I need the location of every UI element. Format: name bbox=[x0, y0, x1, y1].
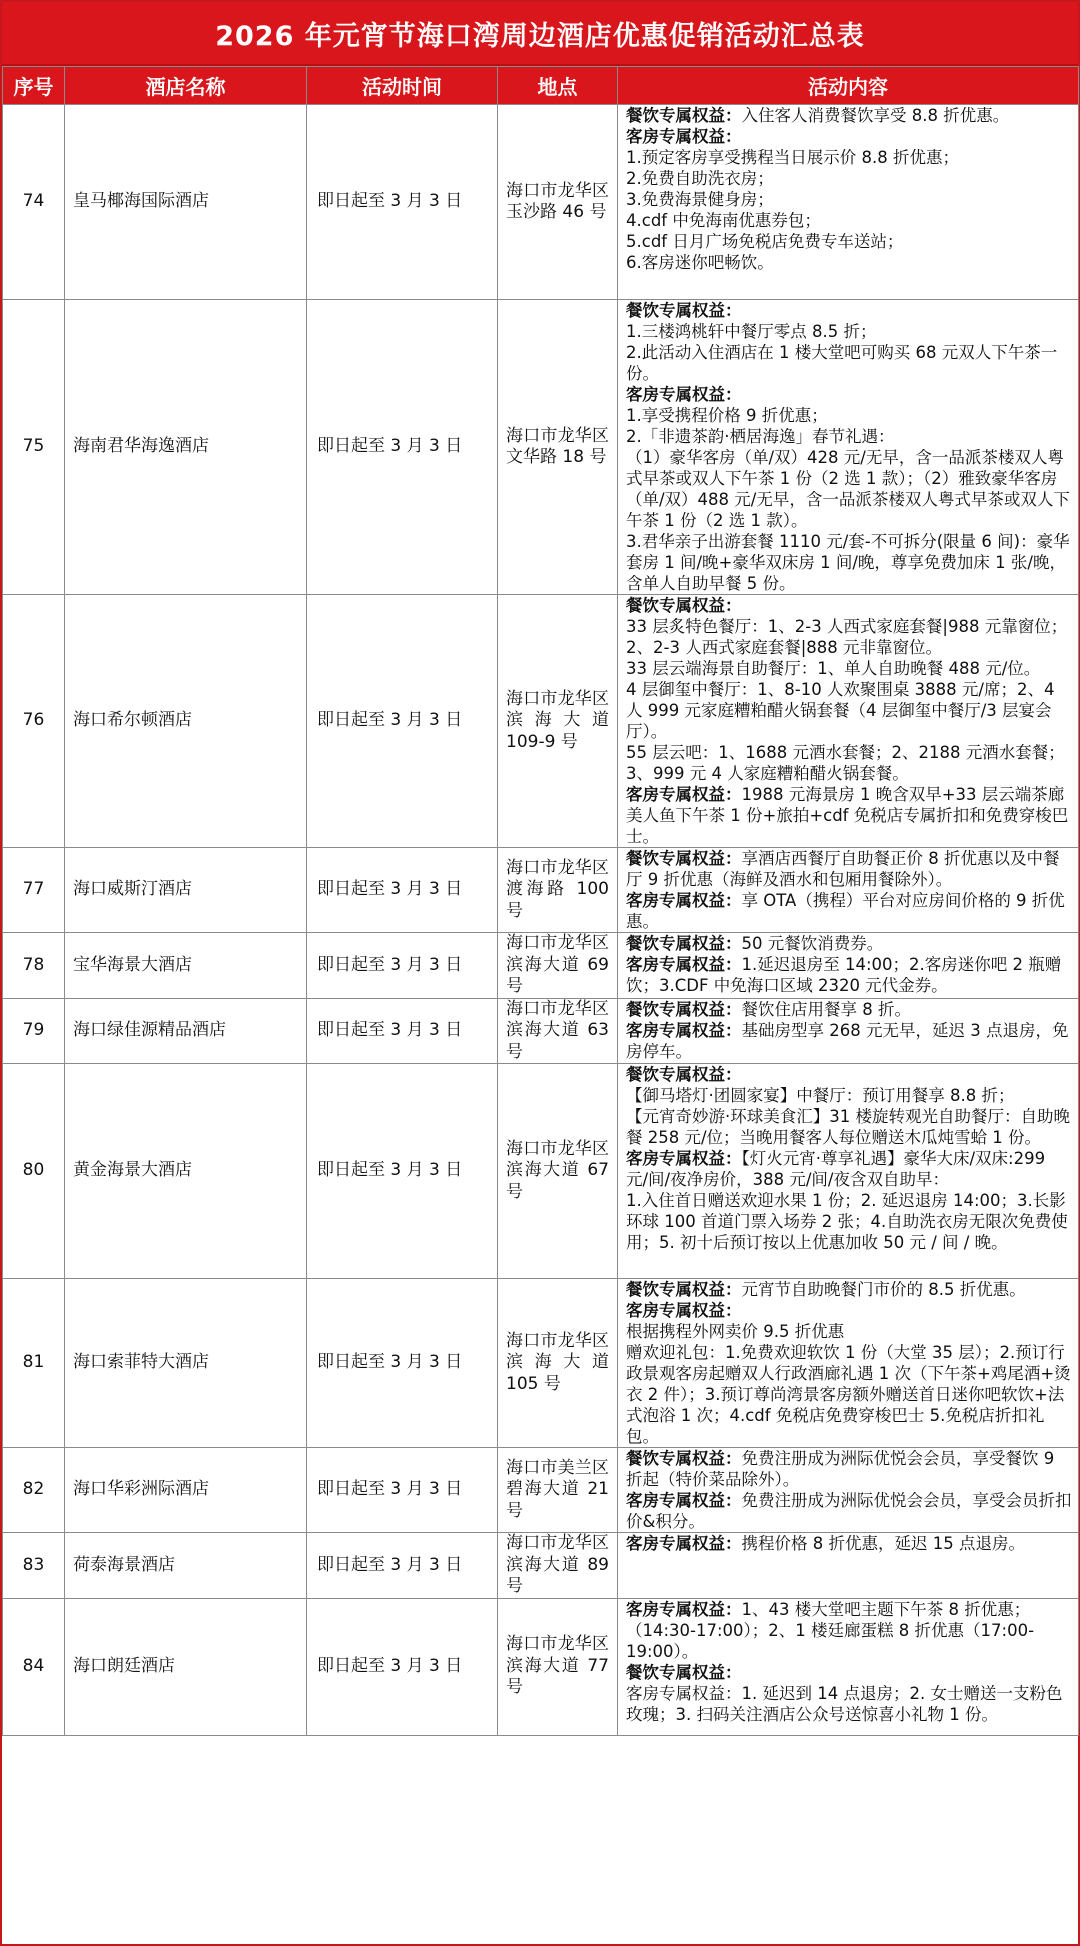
hotel-name: 海口华彩洲际酒店 bbox=[65, 1448, 307, 1533]
row-number: 84 bbox=[3, 1598, 65, 1735]
benefit-text: 元宵节自助晚餐门市价的 8.5 折优惠。 bbox=[741, 1280, 1026, 1299]
benefit-text: 1.延迟退房至 14:00；2.客房迷你吧 2 瓶赠饮；3.CDF 中免海口区域 2320 元代金券。 bbox=[626, 955, 1062, 995]
benefit-text: 1.预定客房享受携程当日展示价 8.8 折优惠； bbox=[626, 148, 959, 167]
hotel-location: 海口市龙华区滨海大道 105 号 bbox=[498, 1279, 618, 1448]
benefit-label: 餐饮专属权益： bbox=[626, 1449, 742, 1468]
benefit-text: 2.「非遗茶韵·栖居海逸」春节礼遇： bbox=[626, 427, 895, 446]
header-no: 序号 bbox=[3, 67, 65, 105]
hotel-name: 皇马椰海国际酒店 bbox=[65, 105, 307, 300]
hotel-name: 海南君华海逸酒店 bbox=[65, 300, 307, 595]
content-line bbox=[626, 252, 1072, 273]
activity-content bbox=[618, 1533, 1079, 1599]
table-row bbox=[3, 595, 1079, 848]
table-row bbox=[3, 105, 1079, 300]
content-line bbox=[626, 1533, 1072, 1554]
benefit-text: 33 层云端海景自助餐厅：1、单人自助晚餐 488 元/位。 bbox=[626, 659, 1041, 678]
benefit-label: 客房专属权益： bbox=[626, 785, 742, 804]
hotel-location: 海口市美兰区碧海大道 21 号 bbox=[498, 1448, 618, 1533]
content-line bbox=[626, 890, 1072, 932]
activity-time: 即日起至 3 月 3 日 bbox=[307, 595, 498, 848]
row-number: 74 bbox=[3, 105, 65, 300]
header-location: 地点 bbox=[498, 67, 618, 105]
activity-content bbox=[618, 300, 1079, 595]
benefit-text: 33 层炙特色餐厅：1、2-3 人西式家庭套餐|988 元靠窗位；2、2-3 人西式家庭套餐|888 元非靠窗位。 bbox=[626, 617, 1068, 657]
sheet-title: 2026 年元宵节海口湾周边酒店优惠促销活动汇总表 bbox=[2, 2, 1078, 66]
hotel-location: 海口市龙华区文华路 18 号 bbox=[498, 300, 618, 595]
table-row bbox=[3, 300, 1079, 595]
benefit-text: 客房专属权益：1. 延迟到 14 点退房；2. 女士赠送一支粉色玫瑰；3. 扫码关注酒店公众号送惊喜小礼物 1 份。 bbox=[626, 1683, 1063, 1724]
content-line bbox=[626, 1683, 1072, 1725]
content-line bbox=[626, 1300, 1072, 1321]
benefit-text: 1.享受携程价格 9 折优惠； bbox=[626, 406, 828, 425]
hotel-location: 海口市龙华区滨海大道 63 号 bbox=[498, 998, 618, 1064]
content-line bbox=[626, 1085, 1072, 1106]
content-line bbox=[626, 231, 1072, 252]
table-row bbox=[3, 933, 1079, 999]
benefit-label: 客房专属权益： bbox=[626, 955, 742, 974]
content-line bbox=[626, 189, 1072, 210]
content-line bbox=[626, 405, 1072, 426]
benefit-text: 携程价格 8 折优惠，延迟 15 点退房。 bbox=[741, 1534, 1025, 1553]
hotel-location: 海口市龙华区滨海大道 109-9 号 bbox=[498, 595, 618, 848]
header-activity-time: 活动时间 bbox=[307, 67, 498, 105]
benefit-text: 4.cdf 中免海南优惠券包； bbox=[626, 211, 821, 230]
benefit-text: 免费注册成为洲际优悦会会员，享受餐饮 9 折起（特价菜品除外）。 bbox=[626, 1449, 1055, 1489]
benefit-text: 根据携程外网卖价 9.5 折优惠 bbox=[626, 1322, 845, 1341]
activity-time: 即日起至 3 月 3 日 bbox=[307, 933, 498, 999]
benefit-text: 4 层御玺中餐厅：1、8-10 人欢聚围桌 3888 元/席；2、4 人 999 元家庭糟粕醋火锅套餐（4 层御玺中餐厅/3 层宴会厅）。 bbox=[626, 680, 1055, 741]
benefit-text: 1.入住首日赠送欢迎水果 1 份；2. 延迟退房 14:00；3.长影环球 100 首道门票入场券 2 张；4.自助洗衣房无限次免费使用；5. 初十后预订按以上优惠加收 50 元 / 间 / 晚。 bbox=[626, 1191, 1068, 1252]
table-row bbox=[3, 1279, 1079, 1448]
content-line bbox=[626, 999, 1072, 1020]
content-line bbox=[626, 531, 1072, 594]
content-line bbox=[626, 1321, 1072, 1342]
benefit-text: 享酒店西餐厅自助餐正价 8 折优惠以及中餐厅 9 折优惠（海鲜及酒水和包厢用餐除外）。 bbox=[626, 849, 1060, 889]
hotel-location: 海口市龙华区滨海大道 89 号 bbox=[498, 1533, 618, 1599]
content-line bbox=[626, 1148, 1072, 1190]
content-line bbox=[626, 742, 1072, 784]
benefit-text: 【元宵奇妙游·环球美食汇】31 楼旋转观光自助餐厅：自助晚餐 258 元/位；当晚用餐客人每位赠送木瓜炖雪蛤 1 份。 bbox=[626, 1107, 1070, 1147]
benefit-label: 餐饮专属权益： bbox=[626, 999, 742, 1019]
benefit-text: 3.君华亲子出游套餐 1110 元/套-不可拆分(限量 6 间)：豪华套房 1 间/晚+豪华双床房 1 间/晚，尊享免费加床 1 张/晚，含单人自助早餐 5 份。 bbox=[626, 532, 1070, 593]
benefit-text: 55 层云吧：1、1688 元酒水套餐；2、2188 元酒水套餐；3、999 元 4 人家庭糟粕醋火锅套餐。 bbox=[626, 743, 1065, 783]
benefit-text: 1.三楼鸿桃轩中餐厅零点 8.5 折； bbox=[626, 322, 877, 341]
activity-content bbox=[618, 105, 1079, 300]
content-line bbox=[626, 105, 1072, 126]
row-number: 83 bbox=[3, 1533, 65, 1599]
benefit-text: 入住客人消费餐饮享受 8.8 折优惠。 bbox=[741, 106, 1010, 125]
activity-content bbox=[618, 1064, 1079, 1279]
benefit-text: 【灯火元宵·尊享礼遇】豪华大床/双床:299 元/间/夜净房价，388 元/间/夜含双自助早： bbox=[626, 1149, 1046, 1189]
row-number: 80 bbox=[3, 1064, 65, 1279]
table-row bbox=[3, 848, 1079, 933]
benefit-text: 基础房型享 268 元无早，延迟 3 点退房，免房停车。 bbox=[626, 1020, 1069, 1061]
content-line bbox=[626, 933, 1072, 954]
hotel-name: 黄金海景大酒店 bbox=[65, 1064, 307, 1279]
activity-time: 即日起至 3 月 3 日 bbox=[307, 1064, 498, 1279]
benefit-text: 3.免费海景健身房； bbox=[626, 190, 774, 209]
row-number: 79 bbox=[3, 998, 65, 1064]
header-hotel-name: 酒店名称 bbox=[65, 67, 307, 105]
row-number: 81 bbox=[3, 1279, 65, 1448]
activity-content bbox=[618, 595, 1079, 848]
hotel-name: 海口希尔顿酒店 bbox=[65, 595, 307, 848]
row-number: 82 bbox=[3, 1448, 65, 1533]
benefit-text: 免费注册成为洲际优悦会会员，享受会员折扣价&积分。 bbox=[626, 1491, 1072, 1531]
benefit-label: 餐饮专属权益： bbox=[626, 849, 742, 868]
content-line bbox=[626, 1490, 1072, 1532]
row-number: 78 bbox=[3, 933, 65, 999]
benefit-text: 餐饮住店用餐享 8 折。 bbox=[741, 999, 911, 1019]
header-activity-content: 活动内容 bbox=[618, 67, 1079, 105]
content-line bbox=[626, 1342, 1072, 1447]
content-line bbox=[626, 147, 1072, 168]
activity-content bbox=[618, 848, 1079, 933]
content-line bbox=[626, 426, 1072, 447]
benefit-label: 餐饮专属权益： bbox=[626, 1662, 742, 1682]
content-line bbox=[626, 1448, 1072, 1490]
activity-content bbox=[618, 1598, 1079, 1735]
header-row bbox=[3, 67, 1079, 105]
benefit-label: 餐饮专属权益： bbox=[626, 301, 742, 320]
row-number: 75 bbox=[3, 300, 65, 595]
activity-content bbox=[618, 1448, 1079, 1533]
hotel-location: 海口市龙华区渡海路 100 号 bbox=[498, 848, 618, 933]
activity-time: 即日起至 3 月 3 日 bbox=[307, 1533, 498, 1599]
benefit-label: 客房专属权益： bbox=[626, 127, 742, 146]
activity-time: 即日起至 3 月 3 日 bbox=[307, 848, 498, 933]
content-line bbox=[626, 168, 1072, 189]
content-line bbox=[626, 679, 1072, 742]
benefit-text: 1988 元海景房 1 晚含双早+33 层云端茶廊美人鱼下午茶 1 份+旅拍+cdf 免税店专属折扣和免费穿梭巴士。 bbox=[626, 785, 1069, 846]
benefit-text: 5.cdf 日月广场免税店免费专车送站； bbox=[626, 232, 904, 251]
hotel-name: 荷泰海景酒店 bbox=[65, 1533, 307, 1599]
benefit-label: 客房专属权益： bbox=[626, 1020, 742, 1040]
content-line bbox=[626, 1599, 1072, 1662]
content-line bbox=[626, 1662, 1072, 1683]
table-row bbox=[3, 1598, 1079, 1735]
content-line bbox=[626, 595, 1072, 616]
benefit-label: 客房专属权益： bbox=[626, 1149, 742, 1168]
hotel-name: 海口朗廷酒店 bbox=[65, 1598, 307, 1735]
benefit-label: 餐饮专属权益： bbox=[626, 1065, 742, 1084]
content-line bbox=[626, 784, 1072, 847]
benefit-text: （1）豪华客房（单/双）428 元/无早，含一品派茶楼双人粤式早茶或双人下午茶 1 份（2 选 1 款）；（2）雅致豪华客房（单/双）488 元/无早，含一品派茶楼双人粤式早茶或双人下午茶 1 份（2 选 1 款）。 bbox=[626, 448, 1070, 530]
content-line bbox=[626, 1279, 1072, 1300]
content-line bbox=[626, 300, 1072, 321]
content-line bbox=[626, 447, 1072, 531]
activity-time: 即日起至 3 月 3 日 bbox=[307, 1598, 498, 1735]
content-line bbox=[626, 342, 1072, 384]
activity-time: 即日起至 3 月 3 日 bbox=[307, 1448, 498, 1533]
benefit-label: 餐饮专属权益： bbox=[626, 1280, 742, 1299]
hotel-location: 海口市龙华区滨海大道 77 号 bbox=[498, 1598, 618, 1735]
promotion-table bbox=[2, 66, 1079, 1736]
content-line bbox=[626, 1190, 1072, 1253]
benefit-label: 餐饮专属权益： bbox=[626, 596, 742, 615]
benefit-text: 50 元餐饮消费券。 bbox=[741, 934, 884, 953]
benefit-text: 享 OTA（携程）平台对应房间价格的 9 折优惠。 bbox=[626, 891, 1065, 931]
table-row bbox=[3, 1533, 1079, 1599]
content-line bbox=[626, 954, 1072, 996]
table-row bbox=[3, 998, 1079, 1064]
benefit-text: 2.免费自助洗衣房； bbox=[626, 169, 774, 188]
content-line bbox=[626, 126, 1072, 147]
hotel-name: 宝华海景大酒店 bbox=[65, 933, 307, 999]
benefit-label: 客房专属权益： bbox=[626, 385, 742, 404]
content-line bbox=[626, 1020, 1072, 1062]
content-line bbox=[626, 384, 1072, 405]
hotel-location: 海口市龙华区滨海大道 67 号 bbox=[498, 1064, 618, 1279]
activity-time: 即日起至 3 月 3 日 bbox=[307, 1279, 498, 1448]
hotel-name: 海口绿佳源精品酒店 bbox=[65, 998, 307, 1064]
hotel-name: 海口威斯汀酒店 bbox=[65, 848, 307, 933]
content-line bbox=[626, 658, 1072, 679]
content-line bbox=[626, 1106, 1072, 1148]
content-line bbox=[626, 848, 1072, 890]
benefit-label: 客房专属权益： bbox=[626, 1534, 742, 1553]
benefit-text: 1、43 楼大堂吧主题下午茶 8 折优惠；（14:30-17:00）；2、1 楼廷廊蛋糕 8 折优惠（17:00-19:00）。 bbox=[626, 1599, 1035, 1661]
activity-content bbox=[618, 933, 1079, 999]
activity-time: 即日起至 3 月 3 日 bbox=[307, 998, 498, 1064]
row-number: 76 bbox=[3, 595, 65, 848]
benefit-label: 餐饮专属权益： bbox=[626, 934, 742, 953]
activity-content bbox=[618, 998, 1079, 1064]
table-row bbox=[3, 1448, 1079, 1533]
row-number: 77 bbox=[3, 848, 65, 933]
content-line bbox=[626, 321, 1072, 342]
benefit-label: 餐饮专属权益： bbox=[626, 106, 742, 125]
hotel-name: 海口索菲特大酒店 bbox=[65, 1279, 307, 1448]
activity-time: 即日起至 3 月 3 日 bbox=[307, 105, 498, 300]
content-line bbox=[626, 210, 1072, 231]
table-row bbox=[3, 1064, 1079, 1279]
benefit-label: 客房专属权益： bbox=[626, 891, 742, 910]
hotel-location: 海口市龙华区玉沙路 46 号 bbox=[498, 105, 618, 300]
benefit-label: 客房专属权益： bbox=[626, 1491, 742, 1510]
content-line bbox=[626, 616, 1072, 658]
benefit-text: 2.此活动入住酒店在 1 楼大堂吧可购买 68 元双人下午茶一份。 bbox=[626, 343, 1058, 383]
activity-time: 即日起至 3 月 3 日 bbox=[307, 300, 498, 595]
benefit-label: 客房专属权益： bbox=[626, 1301, 742, 1320]
activity-content bbox=[618, 1279, 1079, 1448]
benefit-text: 【御马塔灯·团圆家宴】中餐厅：预订用餐享 8.8 折； bbox=[626, 1086, 1015, 1105]
benefit-label: 客房专属权益： bbox=[626, 1599, 742, 1619]
hotel-location: 海口市龙华区滨海大道 69 号 bbox=[498, 933, 618, 999]
content-line bbox=[626, 1064, 1072, 1085]
benefit-text: 6.客房迷你吧畅饮。 bbox=[626, 253, 774, 272]
benefit-text: 赠欢迎礼包：1.免费欢迎软饮 1 份（大堂 35 层）；2.预订行政景观客房起赠双人行政酒廊礼遇 1 次（下午茶+鸡尾酒+烫衣 2 件）；3.预订尊尚湾景客房额外赠送首日迷你吧软饮+法式泡浴 1 次；4.cdf 免税店免费穿梭巴士 5.免税店折扣礼包。 bbox=[626, 1343, 1071, 1446]
